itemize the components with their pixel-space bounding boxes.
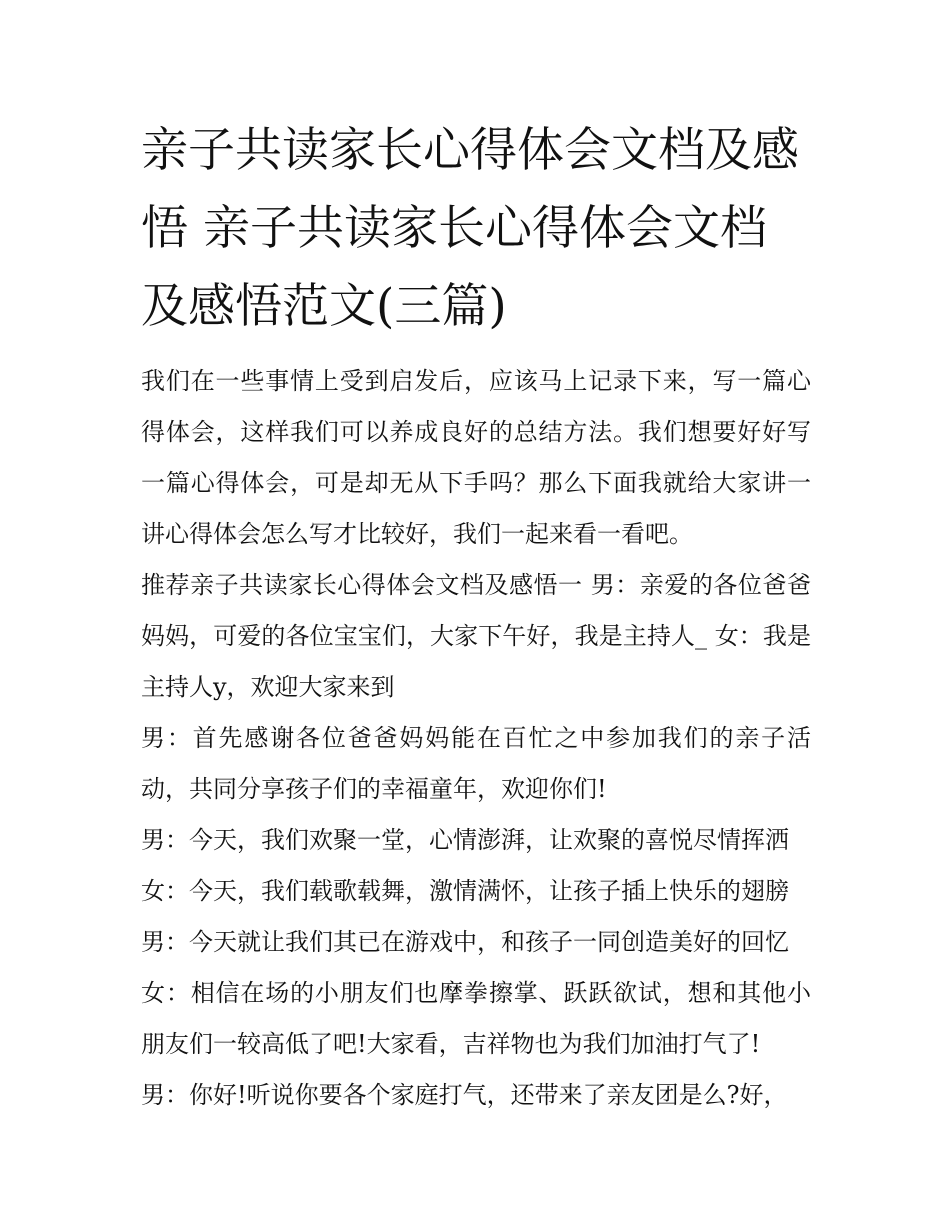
paragraph-male-2: 男：今天就让我们其已在游戏中，和孩子一同创造美好的回忆 (141, 928, 789, 956)
paragraph-female-1: 女：今天，我们载歌载舞，激情满怀，让孩子插上快乐的翅膀 (141, 877, 789, 905)
document-title: 亲子共读家长心得体会文档及感悟 亲子共读家长心得体会文档及感悟范文(三篇) (141, 123, 799, 334)
document-content (141, 112, 811, 1121)
paragraph-male-1: 男：今天，我们欢聚一堂，心情澎湃，让欢聚的喜悦尽情挥洒 (141, 826, 789, 854)
paragraph-intro: 我们在一些事情上受到启发后，应该马上记录下来，写一篇心得体会，这样我们可以养成良好的总结方法。我们想要好好写一篇心得体会，可是却无从下手吗？那么下面我就给大家讲一讲心得体会怎么写才比较好，我们一起来看一看吧。 (141, 367, 811, 548)
paragraph-male-3: 男：你好!听说你要各个家庭打气，还带来了亲友团是么?好， (141, 1081, 788, 1109)
paragraph-female-2: 女：相信在场的小朋友们也摩拳擦掌、跃跃欲试，想和其他小朋友们一较高低了吧!大家看，吉祥物也为我们加油打气了! (141, 979, 811, 1058)
paragraph-thanks: 男：首先感谢各位爸爸妈妈能在百忙之中参加我们的亲子活动，共同分享孩子们的幸福童年，欢迎你们! (141, 724, 811, 803)
paragraph-recommend: 推荐亲子共读家长心得体会文档及感悟一 男：亲爱的各位爸爸妈妈，可爱的各位宝宝们，大家下午好，我是主持人_ 女：我是主持人y，欢迎大家来到 (141, 571, 811, 701)
document-body (141, 356, 811, 1121)
